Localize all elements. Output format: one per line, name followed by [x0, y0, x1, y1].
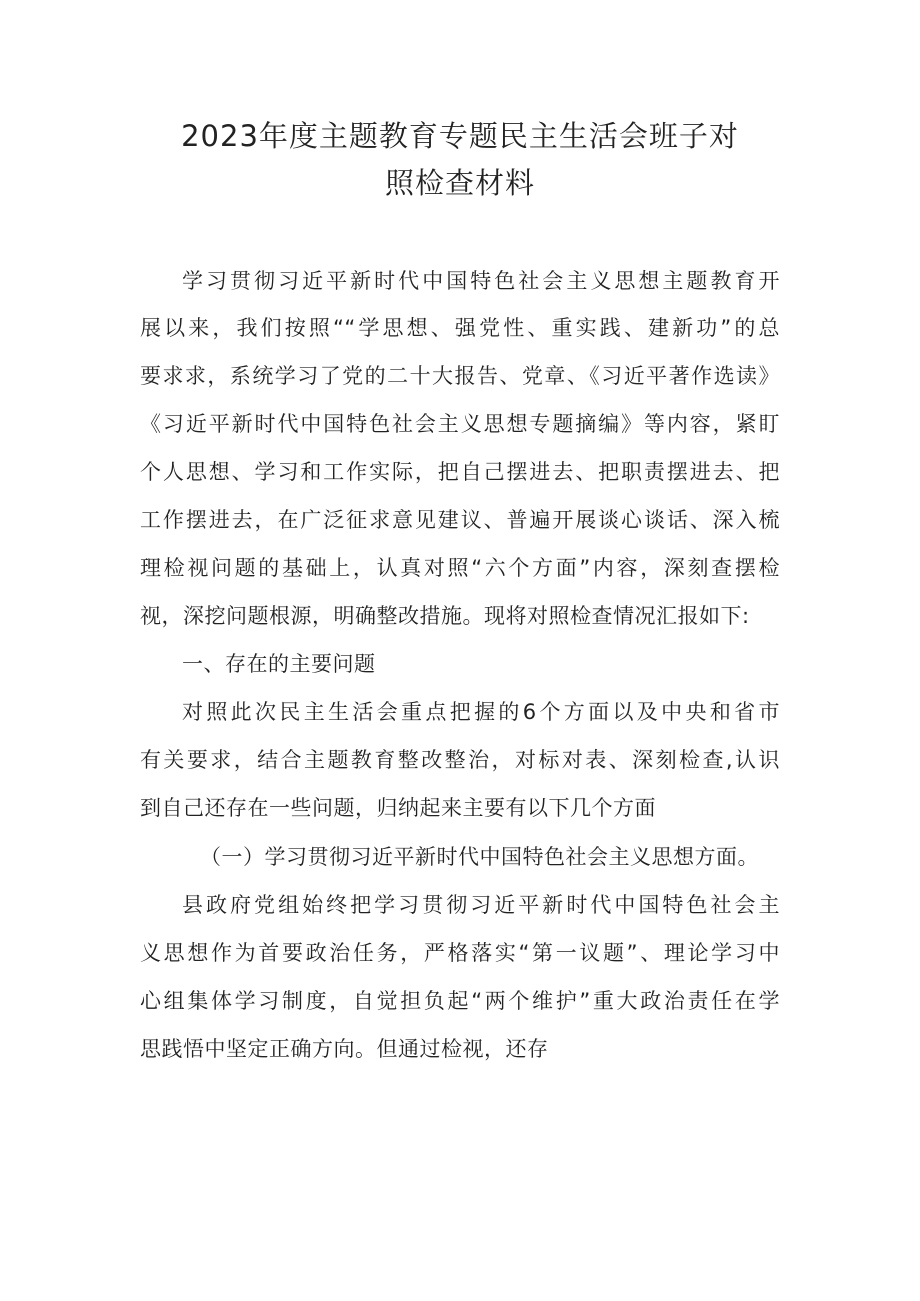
paragraph-1-line-6: 工作摆进去，在广泛征求意见建议、普遍开展谈心谈话、深入梳 — [140, 508, 780, 532]
document-title-line-2: 照检查材料 — [384, 166, 535, 200]
paragraph-2-line-1: 对照此次民主生活会重点把握的6个方面以及中央和省市 — [182, 700, 780, 724]
paragraph-1-line-3: 要求求，系统学习了党的二十大报告、党章、《习近平著作选读》 — [140, 364, 780, 388]
paragraph-3-line-1: 县政府党组始终把学习贯彻习近平新时代中国特色社会主 — [182, 893, 780, 917]
paragraph-1-line-8: 视，深挖问题根源，明确整改措施。现将对照检查情况汇报如下: — [140, 604, 750, 628]
paragraph-2-line-2: 有关要求，结合主题教育整改整治，对标对表、深刻检查,认识 — [140, 748, 780, 772]
paragraph-1-line-1: 学习贯彻习近平新时代中国特色社会主义思想主题教育开 — [182, 269, 780, 293]
paragraph-2-line-3: 到自己还存在一些问题，归纳起来主要有以下几个方面 — [140, 796, 656, 820]
subsection-1-heading: （一）学习贯彻习近平新时代中国特色社会主义思想方面。 — [200, 845, 759, 869]
section-1-heading: 一、存在的主要问题 — [182, 652, 376, 676]
paragraph-1-line-7: 理检视问题的基础上，认真对照“六个方面”内容，深刻查摆检 — [140, 556, 780, 580]
paragraph-3-line-4: 思践悟中坚定正确方向。但通过检视，还存 — [140, 1037, 549, 1061]
paragraph-1-line-4: 《习近平新时代中国特色社会主义思想专题摘编》等内容，紧盯 — [140, 412, 780, 436]
paragraph-3-line-3: 心组集体学习制度，自觉担负起“两个维护”重大政治责任在学 — [140, 989, 780, 1013]
paragraph-1-line-2: 展以来，我们按照““学思想、强党性、重实践、建新功”的总 — [140, 316, 780, 340]
paragraph-1-line-5: 个人思想、学习和工作实际，把自己摆进去、把职责摆进去、把 — [140, 460, 780, 484]
document-title-line-1: 2023年度主题教育专题民主生活会班子对 — [181, 119, 739, 153]
paragraph-3-line-2: 义思想作为首要政治任务，严格落实“第一议题”、理论学习中 — [140, 941, 780, 965]
